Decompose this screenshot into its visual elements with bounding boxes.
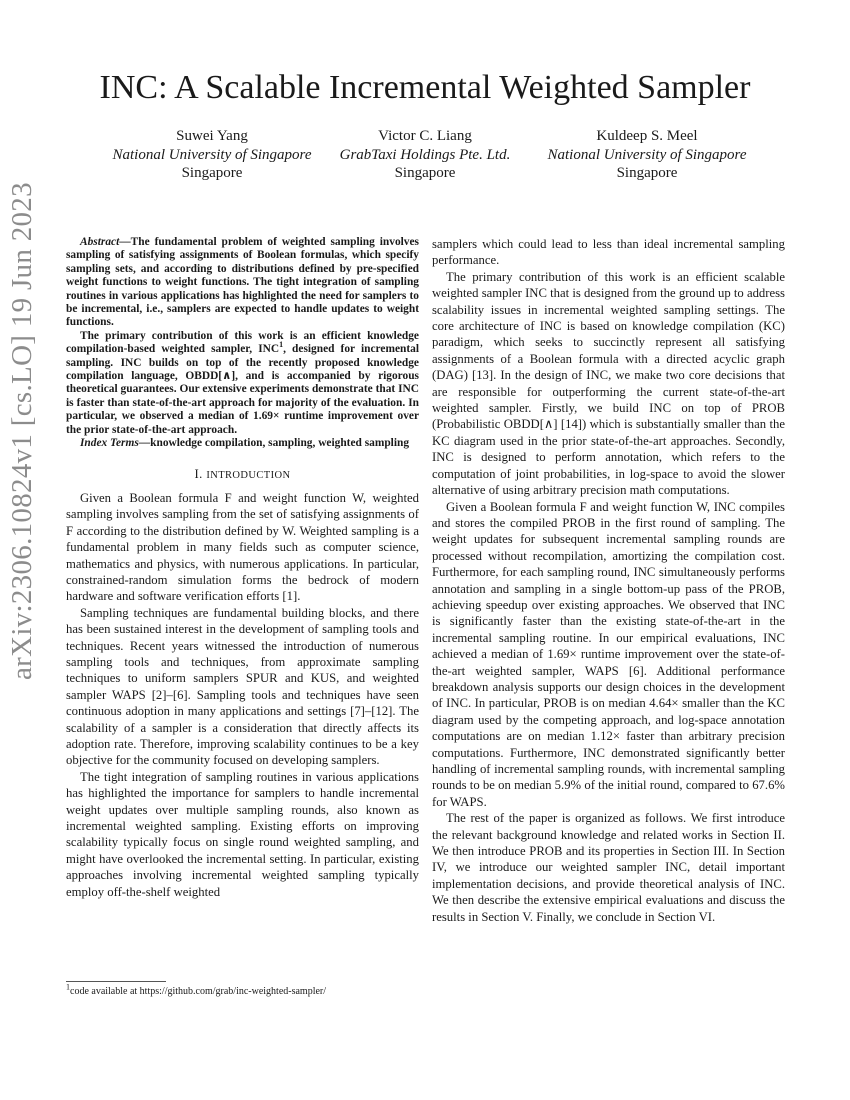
body-paragraph: samplers which could lead to less than ideal incremental sampling performance. [432, 237, 785, 268]
body-paragraph: Given a Boolean formula F and weight function W, INC compiles and stores the compiled PROB in the first round of sampling. The weight updates for subsequent incremental sampling rounds are processed without recompilation, amortizing the compilation cost. Furthermore, for each sampling round, INC simultaneously performs annotation and sampling in a single bottom-up pass of the PROB, achieving speedup over existing approaches. We observed that INC is significantly faster than the existing state-of-the-art in the incremental sampling routine. In our empirical evaluations, INC achieved a median of 1.69× runtime improvement over the state-of-the-art weighted sampler, WAPS [6]. Additional performance breakdown analysis supports our design choices in the development of INC. In particular, PROB is on median 4.64× smaller than the KC diagram used by the competing approach, and log-space annotation computations are on median 1.12× faster than arbitrary precision computations. Furthermore, INC demonstrated significantly better handling of incremental sampling rounds, with incremental sampling rounds to be on median 5.9% of the initial round, compared to 67.6% for WAPS. [432, 499, 785, 809]
body-paragraph: Sampling techniques are fundamental building blocks, and there has been sustained interest in the development of sampling tools and techniques. Recent years witnessed the introduction of numerous sampling tools and techniques, from approximate sampling techniques to uniform samplers SPUR and KUS, and weighted sampler WAPS [2]–[6]. Sampling tools and techniques have seen continuous adoption in many applications and settings [7]–[12]. The scalability of a sampler is a consideration that directly affects its adoption rate. Therefore, improving scalability continues to be a key objective for the community focused on developing samplers. [66, 605, 419, 768]
abstract-paragraph-1 [66, 236, 419, 330]
footnote [66, 982, 419, 998]
index-terms [66, 437, 419, 450]
footnote-mark: 1 [66, 982, 70, 992]
author-affiliation: National University of Singapore [112, 146, 312, 163]
abstract-text: —The fundamental problem of weighted sampling involves sampling of satisfying assignments of Boolean formulas, which specify sampling sets, and according to distributions defined by pre-specified weight functions to weight functions. The tight integration of sampling routines in various applications has highlighted the need for samplers to be incremental, i.e., samplers are expected to handle updates to weight functions. [66, 236, 419, 329]
index-terms-lead: Index Terms [80, 437, 139, 450]
author-name: Suwei Yang [176, 128, 248, 144]
arxiv-id: arXiv:2306.10824v1 [cs.LO] 19 Jun 2023 [6, 182, 38, 680]
body-paragraph: The tight integration of sampling routines in various applications has highlighted the importance for samplers to handle incremental weight updates over multiple sampling rounds, also known as incremental weighted sampling. Existing efforts on improving scalability typically focus on single round weighted sampling, and might have overlooked the incremental setting. In particular, existing approaches involving incremental weighted sampling typically employ off-the-shelf weighted [66, 769, 419, 899]
abstract-text: The primary contribution of this work is an efficient knowledge compilation-based weighted sampler, INC [66, 329, 419, 356]
index-terms-text: —knowledge compilation, sampling, weighted sampling [138, 437, 410, 450]
author-name: Kuldeep S. Meel [596, 128, 698, 144]
footnote-text: code available at https://github.com/grab/inc-weighted-sampler/ [70, 986, 327, 997]
footnote-mark: 1 [279, 340, 284, 350]
author-country: Singapore [616, 165, 678, 181]
section-title: INTRODUCTION [206, 469, 291, 481]
body-paragraph: Given a Boolean formula F and weight function W, weighted sampling involves sampling from the set of satisfying assignments of F according to the distribution defined by W. Weighted sampling is a fundamental problem in many fields such as computer science, mathematics and physics, with numerous applications. In particular, constrained-random simulation forms the bedrock of modern hardware and software verification efforts [1]. [66, 490, 419, 604]
footnote-rule [66, 981, 166, 982]
right-column [432, 236, 785, 925]
author-country: Singapore [181, 165, 243, 181]
abstract-paragraph-2 [66, 330, 419, 437]
author-block-2 [305, 127, 545, 183]
author-block-1 [92, 127, 332, 183]
author-country: Singapore [394, 165, 456, 181]
author-affiliation: National University of Singapore [547, 146, 747, 163]
left-column [66, 236, 419, 900]
paper-title: INC: A Scalable Incremental Weighted Sampler [99, 69, 751, 106]
abstract [66, 236, 419, 451]
abstract-text: , designed for incremental sampling. INC builds on top of the recently proposed knowledge compilation language, OBDD[∧], and is accompanied by rigorous theoretical guarantees. Our extensive experiments demonstrate that INC is faster than state-of-the-art approach for majority of the evaluation. In particular, we observed a median of 1.69× runtime improvement over the prior state-of-the-art approach. [66, 343, 419, 436]
section-heading [66, 466, 419, 484]
body-paragraph: The primary contribution of this work is an efficient scalable weighted sampler INC that is designed from the ground up to address scalability issues in incremental weighted sampling settings. The core architecture of INC is based on knowledge compilation (KC) paradigm, which seeks to succinctly represent all satisfying assignments of a Boolean formula with a directed acyclic graph (DAG) [13]. In the design of INC, we make two core decisions that are responsible for outperforming the current state-of-the-art weighted sampler. Firstly, we build INC on top of PROB (Probabilistic OBDD[∧] [14]) which is substantially smaller than the KC diagram used in the prior state-of-the-art approaches. Secondly, INC is designed to perform annotation, which refers to the computation of joint probabilities, in log-space to avoid the slower alternative of using arbitrary precision math computations. [432, 269, 785, 498]
abstract-lead: Abstract [80, 236, 120, 248]
body-paragraph: The rest of the paper is organized as follows. We first introduce the relevant background knowledge and related works in Section II. We then introduce PROB and its properties in Section III. In Section IV, we introduce our weighted sampler INC, detail important implementation decisions, and provide theoretical analysis of INC. We then describe the extensive empirical evaluations and discuss the results in Section V. Finally, we conclude in Section VI. [432, 811, 785, 924]
author-block-3 [527, 127, 767, 183]
author-affiliation: GrabTaxi Holdings Pte. Ltd. [339, 146, 511, 163]
section-number: I. [194, 466, 203, 481]
author-name: Victor C. Liang [378, 128, 472, 144]
